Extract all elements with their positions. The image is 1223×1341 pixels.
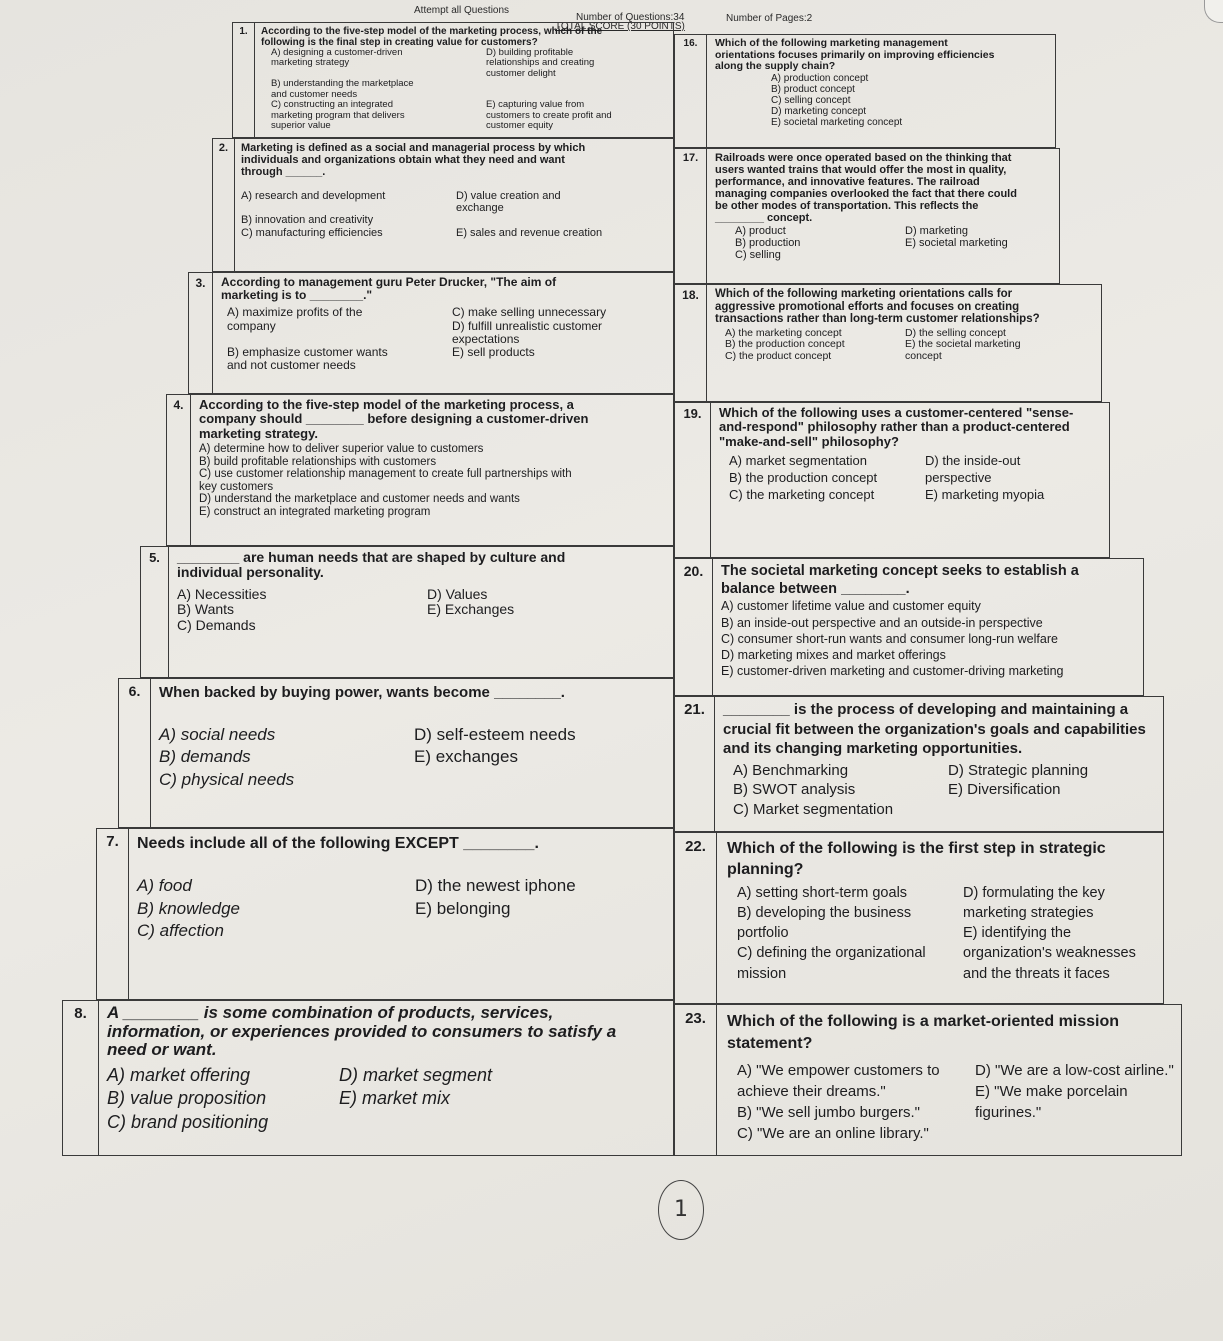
question-text: When backed by buying power, wants become ________. [159,684,565,701]
option: E) capturing value from customers to create profit and customer equity [486,99,612,132]
question-number: 8. [63,1001,99,1156]
answer-options [723,761,1157,820]
question-21 [674,696,1164,832]
option: D) building profitable relationships and creating customer delight [486,47,595,79]
answer-options [107,1064,667,1134]
option: A) production concept B) product concept C) selling concept D) marketing concept E) societal marketing concept [771,72,903,128]
question-text: Marketing is defined as a social and managerial process by which individuals and organizations obtain what they need and want through ______. [241,142,586,179]
answer-options [719,453,1103,504]
option: D) market segment E) market mix [339,1065,493,1109]
question-16 [674,34,1056,148]
question-number: 20. [675,559,713,696]
option: D) Strategic planning E) Diversification [948,761,1089,798]
option: C) manufacturing efficiencies [241,226,383,239]
answer-options [727,1060,1175,1144]
option: D) the inside-out perspective E) marketing myopia [925,452,1045,502]
answer-options [721,598,1137,679]
option: A) customer lifetime value and customer equity B) an inside-out perspective and an outside-in perspective C) consumer short-run wants and consumer long-run welfare D) marketing mixes and market offerings E) customer-driven marketing and customer-driving marketing [721,599,1064,679]
option: A) setting short-term goals B) developing the business portfolio C) defining the organizational mission [737,884,926,982]
page-count: Number of Pages:2 [726,13,813,24]
option: B) innovation and creativity [241,214,374,227]
question-text: Which of the following uses a customer-centered "sense- and-respond" philosophy rather than a product-centered "make-and-sell" philosophy? [719,405,1074,449]
question-4 [166,394,674,546]
option [456,214,646,226]
option: D) formulating the key marketing strategies E) identifying the organization's weaknesses and the threats it faces [963,884,1136,982]
question-count: Number of Questions:34 [576,12,685,23]
question-text: Which of the following is a market-oriented mission statement? [727,1013,1120,1052]
question-number: 18. [675,285,707,402]
page-number-marker: 1 [658,1180,704,1240]
question-text: According to management guru Peter Drucker, "The aim of marketing is to ________." [221,275,557,303]
question-number: 5. [141,547,169,678]
question-text: Railroads were once operated based on the thinking that users wanted trains that would offer the most in quality, performance, and innovative features. The railroad managing companies overlooked the fact that there could be other modes of transportation. This reflects the ________ concept. [715,152,1017,225]
answer-options [727,883,1157,984]
instruction-text: Attempt all Questions [414,5,510,16]
answer-options [261,48,667,132]
option: A) "We empower customers to achieve their dreams." B) "We sell jumbo burgers." C) "We are an online library." [737,1062,940,1143]
option: B) understanding the marketplace and customer needs [271,78,414,100]
question-number: 4. [167,395,191,546]
option: A) social needs B) demands C) physical needs [159,724,295,790]
question-number: 6. [119,679,151,828]
question-6 [118,678,674,828]
question-text: Which of the following is the first step in strategic planning? [727,840,1106,878]
question-number: 7. [97,829,129,1000]
option: A) Benchmarking B) SWOT analysis C) Market segmentation [733,761,894,818]
question-number: 3. [189,273,213,394]
page-curl [1204,0,1223,23]
question-text: ________ is the process of developing and maintaining a crucial fit between the organization's goals and capabilities and its changing marketing opportunities. [723,701,1146,757]
total-score: TOTAL SCORE (30 POINTS) [555,21,685,32]
question-number: 2. [213,139,235,272]
question-number: 16. [675,35,707,148]
option: A) product B) production C) selling [735,224,801,261]
answer-options [715,328,1095,363]
answer-options [715,225,1053,261]
question-number: 23. [675,1005,717,1156]
question-text: A ________ is some combination of products, services, information, or experiences provided to consumers to satisfy a need or want. [107,1003,617,1060]
option: C) make selling unnecessary D) fulfill unrealistic customer expectations [452,305,607,346]
option: A) designing a customer-driven marketing strategy [271,47,403,69]
question-text: According to the five-step model of the marketing process, a company should ________ before designing a customer-driven marketing strategy. [199,397,589,441]
option: A) food B) knowledge C) affection [137,875,241,941]
option: D) self-esteem needs E) exchanges [414,724,576,767]
option: B) emphasize customer wants and not customer needs [227,344,388,373]
answer-options [177,587,667,633]
question-7 [96,828,674,1000]
answer-options [221,306,667,372]
option: E) sales and revenue creation [456,226,603,239]
answer-options [715,73,1049,128]
answer-options [199,443,667,519]
question-number: 1. [233,23,255,138]
question-8 [62,1000,674,1156]
option: A) research and development [241,190,386,203]
question-text: Which of the following marketing orientations calls for aggressive promotional efforts and focuses on creating transactions rather than long-term customer relationships? [715,288,1040,326]
option: A) Necessities B) Wants C) Demands [177,585,267,633]
option: D) Values E) Exchanges [427,585,515,618]
answer-options [137,875,667,944]
option: D) value creation and exchange [456,190,561,215]
option: A) determine how to deliver superior value to customers B) build profitable relationships with customers C) use customer relationship management to create full partnerships with key customers D) understand the marketplace and customer needs and wants E) construct an integrated marketing program [199,442,572,519]
question-number: 17. [675,149,707,284]
question-2 [212,138,674,272]
option [486,79,656,100]
question-5 [140,546,674,678]
question-3 [188,272,674,394]
option: A) market segmentation B) the production concept C) the marketing concept [729,452,878,502]
question-20 [674,558,1144,696]
question-number: 21. [675,697,715,832]
question-18 [674,284,1102,402]
question-number: 19. [675,403,711,558]
question-text: ________ are human needs that are shaped by culture and individual personality. [177,549,566,581]
question-19 [674,402,1110,558]
question-17 [674,148,1060,284]
answer-options [159,724,667,793]
question-text: Needs include all of the following EXCEPT ________. [137,835,539,852]
option: D) the selling concept E) the societal marketing concept [905,326,1021,363]
option: A) market offering B) value proposition C) brand positioning [107,1065,269,1132]
question-text: Which of the following marketing management orientations focuses primarily on improving efficiencies along the supply chain? [715,37,995,73]
option: D) the newest iphone E) belonging [415,875,576,918]
question-1 [232,22,674,138]
option: A) the marketing concept B) the production concept C) the product concept [725,326,845,363]
option: A) maximize profits of the company [227,305,363,333]
question-22 [674,832,1164,1004]
option: D) marketing E) societal marketing [905,224,1008,249]
question-text: According to the five-step model of the marketing process, which of the following is the final step in creating value for customers? [261,26,603,48]
question-23 [674,1004,1182,1156]
option: C) constructing an integrated marketing program that delivers superior value [271,99,405,132]
option: E) sell products [452,344,535,359]
question-number: 22. [675,833,717,1004]
answer-options [241,190,667,238]
option: D) "We are a low-cost airline." E) "We make porcelain figurines." [975,1062,1174,1122]
question-text: The societal marketing concept seeks to establish a balance between ________. [721,563,1079,598]
